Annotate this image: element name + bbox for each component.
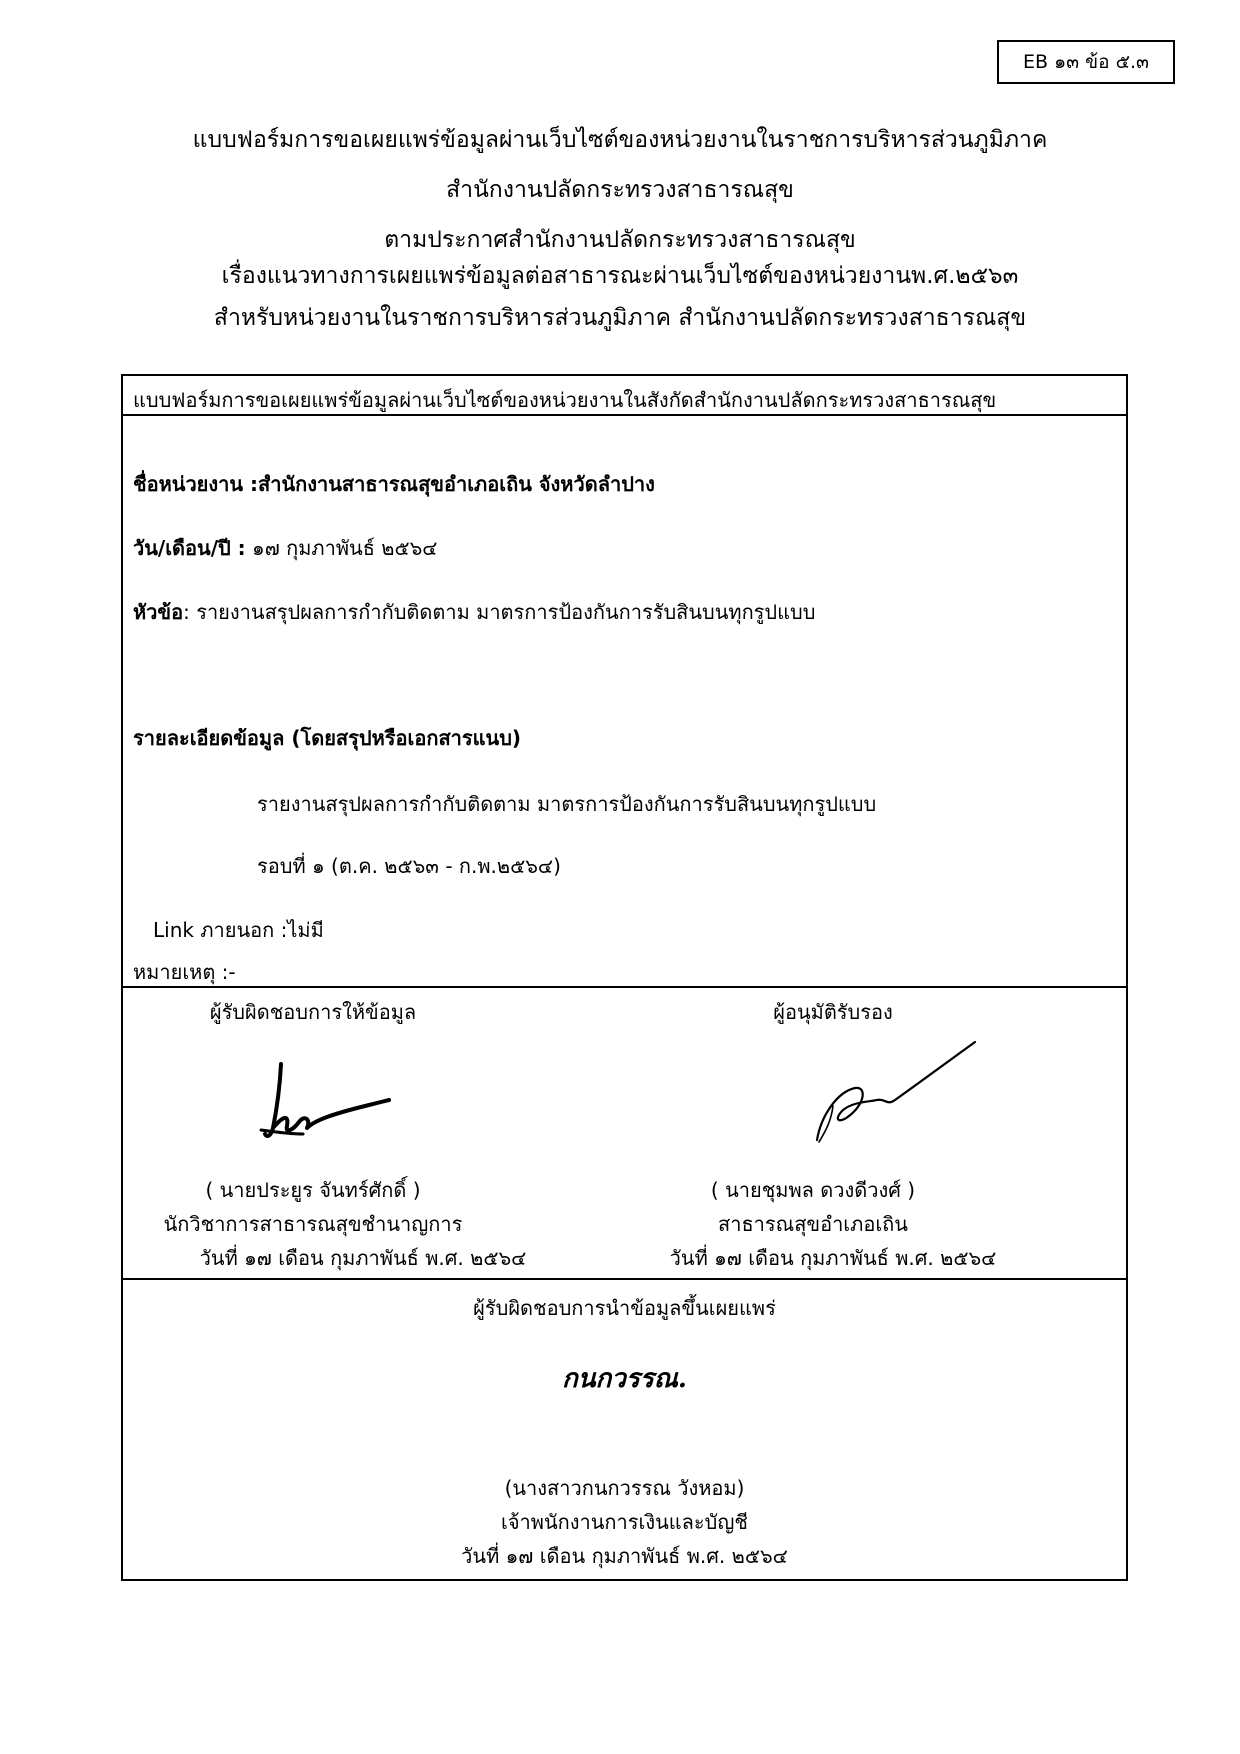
date-value: ๑๗ กุมภาพันธ์ ๒๕๖๔: [245, 536, 438, 560]
document-code-box: EB ๑๓ ข้อ ๕.๓: [997, 40, 1175, 84]
publisher-signature: กนกวรรณ.: [562, 1364, 687, 1394]
publisher-heading: ผู้รับผิดชอบการนำข้อมูลขึ้นเผยแพร่: [473, 1296, 776, 1320]
approver-position: สาธารณสุขอำเภอเถิน: [718, 1212, 908, 1236]
header-line-3: ตามประกาศสำนักงานปลัดกระทรวงสาธารณสุข: [384, 227, 856, 253]
subject-label: หัวข้อ: [133, 600, 184, 624]
remark-label: หมายเหตุ :-: [133, 960, 236, 984]
publisher-date: วันที่ ๑๗ เดือน กุมภาพันธ์ พ.ศ. ๒๕๖๔: [461, 1544, 788, 1568]
approver-date: วันที่ ๑๗ เดือน กุมภาพันธ์ พ.ศ. ๒๕๖๔: [669, 1246, 997, 1270]
provider-signature: [253, 1056, 403, 1146]
agency-value: สำนักงานสาธารณสุขอำเภอเถิน จังหวัดลำปาง: [258, 472, 655, 496]
date-label: วัน/เดือน/ปี :: [133, 536, 246, 560]
provider-position: นักวิชาการสาธารณสุขชำนาญการ: [163, 1212, 463, 1236]
agency-row: [133, 468, 655, 500]
header-line-1: แบบฟอร์มการขอเผยแพร่ข้อมูลผ่านเว็บไซต์ของหน่วยงานในราชการบริหารส่วนภูมิภาค: [192, 127, 1048, 153]
signature-divider-top: [123, 986, 1126, 988]
approver-heading: ผู้อนุมัติรับรอง: [773, 1000, 893, 1024]
header-line-2: สำนักงานปลัดกระทรวงสาธารณสุข: [446, 177, 794, 203]
form-title: แบบฟอร์มการขอเผยแพร่ข้อมูลผ่านเว็บไซต์ของหน่วยงานในสังกัดสำนักงานปลัดกระทรวงสาธารณสุข: [133, 388, 997, 412]
details-line-2: รอบที่ ๑ (ต.ค. ๒๕๖๓ - ก.พ.๒๕๖๔): [257, 854, 561, 878]
approver-name: ( นายชุมพล ดวงดีวงศ์ ): [710, 1178, 916, 1202]
agency-label: ชื่อหน่วยงาน :: [133, 472, 259, 496]
provider-date: วันที่ ๑๗ เดือน กุมภาพันธ์ พ.ศ. ๒๕๖๔: [199, 1246, 527, 1270]
provider-name: ( นายประยูร จันทร์ศักดิ์ ): [205, 1178, 421, 1202]
details-label: รายละเอียดข้อมูล (โดยสรุปหรือเอกสารแนบ): [133, 726, 522, 750]
approver-signature: [803, 1036, 983, 1146]
form-frame: [121, 374, 1128, 1581]
external-link-label: Link ภายนอก :ไม่มี: [153, 918, 324, 942]
details-line-1: รายงานสรุปผลการกำกับติดตาม มาตรการป้องกันการรับสินบนทุกรูปแบบ: [257, 792, 877, 816]
title-divider: [123, 414, 1126, 416]
signature-divider-bottom: [123, 1278, 1126, 1280]
subject-row: [133, 596, 815, 628]
header-line-4: เรื่องแนวทางการเผยแพร่ข้อมูลต่อสาธารณะผ่านเว็บไซต์ของหน่วยงานพ.ศ.๒๕๖๓: [221, 263, 1019, 289]
subject-value: : รายงานสรุปผลการกำกับติดตาม มาตรการป้องกันการรับสินบนทุกรูปแบบ: [183, 600, 816, 624]
header-line-5: สำหรับหน่วยงานในราชการบริหารส่วนภูมิภาค สำนักงานปลัดกระทรวงสาธารณสุข: [213, 305, 1027, 331]
date-row: [133, 532, 437, 564]
publisher-position: เจ้าพนักงานการเงินและบัญชี: [501, 1510, 748, 1534]
provider-heading: ผู้รับผิดชอบการให้ข้อมูล: [209, 1000, 417, 1024]
publisher-name: (นางสาวกนกวรรณ วังหอม): [504, 1476, 745, 1500]
